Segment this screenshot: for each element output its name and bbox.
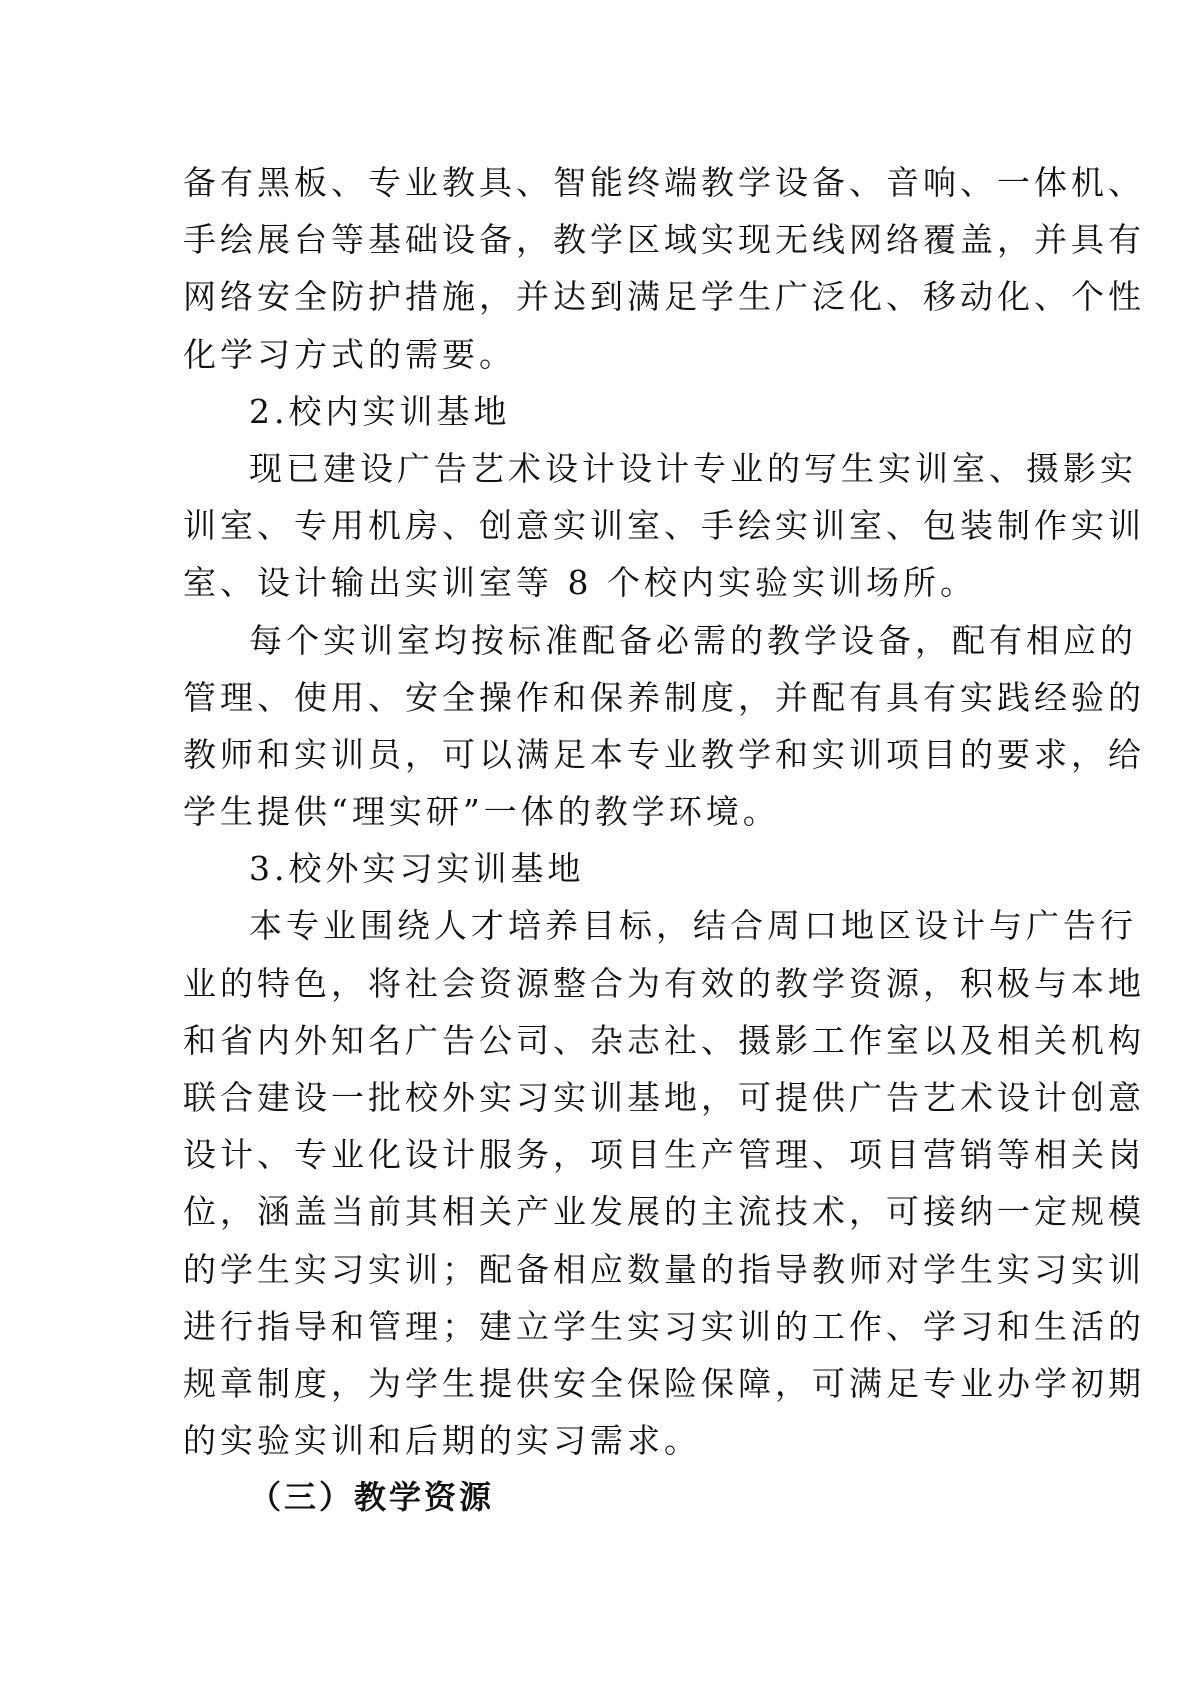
body-line: 位，涵盖当前其相关产业发展的主流技术，可接纳一定规模 xyxy=(183,1192,1145,1232)
body-line: 室、设计输出实训室等 8 个校内实验实训场所。 xyxy=(183,563,977,603)
body-line: 备有黑板、专业教具、智能终端教学设备、音响、一体机、 xyxy=(183,163,1145,202)
body-line: 管理、使用、安全操作和保养制度，并配有具有实践经验的 xyxy=(183,677,1145,717)
body-line: 每个实训室均按标准配备必需的教学设备，配有相应的 xyxy=(249,620,1137,660)
body-line: 教师和实训员，可以满足本专业教学和实训项目的要求，给 xyxy=(183,734,1145,774)
section-heading-3: 3.校外实习实训基地 xyxy=(249,849,585,889)
body-line: 规章制度，为学生提供安全保险保障，可满足专业办学初期 xyxy=(183,1363,1145,1403)
body-line: 和省内外知名广告公司、杂志社、摄影工作室以及相关机构 xyxy=(183,1020,1145,1060)
document-body xyxy=(183,154,1145,1527)
body-line: 的实验实训和后期的实习需求。 xyxy=(183,1421,701,1461)
body-line: 手绘展台等基础设备，教学区域实现无线网络覆盖，并具有 xyxy=(183,220,1145,260)
body-line: 联合建设一批校外实习实训基地，可提供广告艺术设计创意 xyxy=(183,1078,1145,1117)
body-line: 设计、专业化设计服务，项目生产管理、项目营销等相关岗 xyxy=(183,1135,1145,1175)
body-line: 进行指导和管理；建立学生实习实训的工作、学习和生活的 xyxy=(183,1306,1145,1346)
body-line: 网络安全防护措施，并达到满足学生广泛化、移动化、个性 xyxy=(183,277,1145,317)
body-line: 现已建设广告艺术设计设计专业的写生实训室、摄影实 xyxy=(249,448,1137,488)
body-line: 化学习方式的需要。 xyxy=(183,334,516,374)
section-heading-teaching-resources: （三）教学资源 xyxy=(249,1478,495,1517)
body-line: 学生提供“理实研”一体的教学环境。 xyxy=(183,792,780,832)
body-line: 训室、专用机房、创意实训室、手绘实训室、包装制作实训 xyxy=(183,506,1145,546)
body-line: 业的特色，将社会资源整合为有效的教学资源，积极与本地 xyxy=(183,963,1145,1003)
section-heading-2: 2.校内实训基地 xyxy=(249,391,511,431)
body-line: 的学生实习实训；配备相应数量的指导教师对学生实习实训 xyxy=(183,1249,1145,1289)
body-line: 本专业围绕人才培养目标，结合周口地区设计与广告行 xyxy=(249,906,1137,946)
